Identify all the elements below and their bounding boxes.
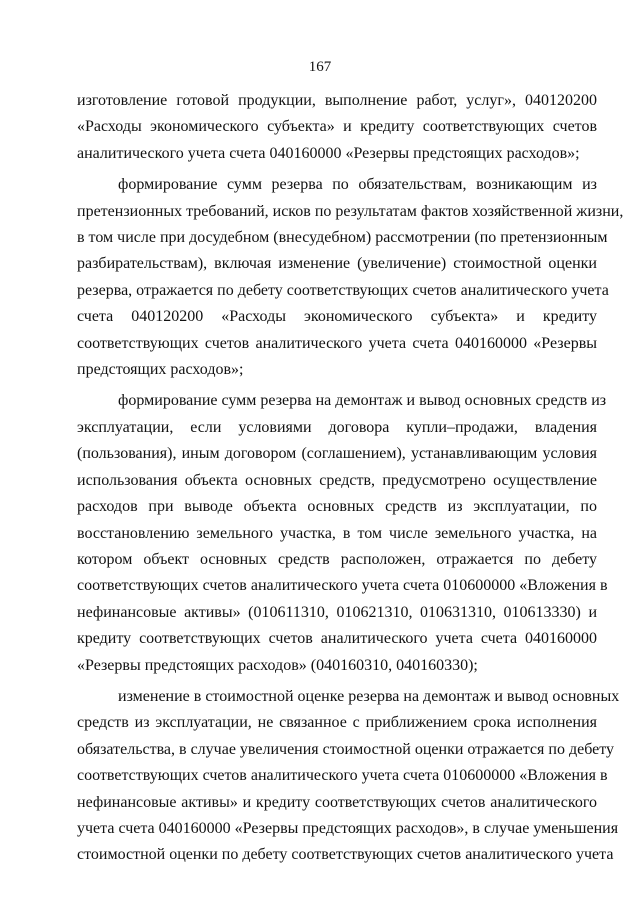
text-line: учета счета 040160000 «Резервы предстоящих расходов», в случае уменьшения xyxy=(77,819,619,837)
text-line: аналитического учета счета 040160000 «Резервы предстоящих расходов»; xyxy=(77,144,580,162)
text-line: соответствующих счетов аналитического учета счета 010600000 «Вложения в xyxy=(77,767,608,785)
text-line: соответствующих счетов аналитического учета счета 010600000 «Вложения в xyxy=(77,577,608,595)
text-line: резерва, отражается по дебету соответствующих счетов аналитического учета xyxy=(77,281,609,299)
text-line: средств из эксплуатации, не связанное с приближением срока исполнения xyxy=(77,714,597,732)
text-line: (пользования), иным договором (соглашением), устанавливающим условия xyxy=(77,445,597,463)
paragraph-3 xyxy=(77,388,608,678)
text-line: расходов при выводе объекта основных средств из эксплуатации, по xyxy=(77,498,597,516)
text-line: «Расходы экономического субъекта» и кредиту соответствующих счетов xyxy=(77,118,597,136)
text-line: использования объекта основных средств, предусмотрено осуществление xyxy=(77,471,597,489)
text-line: предстоящих расходов»; xyxy=(77,361,244,379)
paragraph-2 xyxy=(77,172,624,383)
text-line: нефинансовые активы» и кредиту соответствующих счетов аналитического xyxy=(77,793,597,811)
text-line: нефинансовые активы» (010611310, 010621310, 010631310, 010613330) и xyxy=(77,603,597,621)
text-line: изменение в стоимостной оценке резерва на демонтаж и вывод основных xyxy=(118,687,620,705)
text-line: разбирательствам), включая изменение (увеличение) стоимостной оценки xyxy=(77,255,597,273)
page-number: 167 xyxy=(308,59,332,75)
text-line: котором объект основных средств расположен, отражается по дебету xyxy=(77,550,597,568)
paragraph-4 xyxy=(77,684,620,869)
text-line: счета 040120200 «Расходы экономического субъекта» и кредиту xyxy=(77,308,597,326)
text-line: формирование сумм резерва по обязательствам, возникающим из xyxy=(118,176,597,194)
text-line: формирование сумм резерва на демонтаж и вывод основных средств из xyxy=(118,392,607,410)
document-body xyxy=(77,88,624,869)
text-line: соответствующих счетов аналитического учета счета 040160000 «Резервы xyxy=(77,334,597,352)
paragraph-1 xyxy=(77,88,597,167)
text-line: эксплуатации, если условиями договора купли–продажи, владения xyxy=(77,418,597,436)
text-line: претензионных требований, исков по результатам фактов хозяйственной жизни, xyxy=(77,202,624,220)
text-line: изготовление готовой продукции, выполнение работ, услуг», 040120200 xyxy=(77,92,597,109)
text-line: стоимостной оценки по дебету соответствующих счетов аналитического учета xyxy=(77,846,614,864)
text-line: «Резервы предстоящих расходов» (040160310, 040160330); xyxy=(77,656,478,674)
text-line: в том числе при досудебном (внесудебном) рассмотрении (по претензионным xyxy=(77,229,608,247)
text-line: восстановлению земельного участка, в том числе земельного участка, на xyxy=(77,524,597,542)
text-line: обязательства, в случае увеличения стоимостной оценки отражается по дебету xyxy=(77,740,615,758)
text-line: кредиту соответствующих счетов аналитического учета счета 040160000 xyxy=(77,630,597,648)
